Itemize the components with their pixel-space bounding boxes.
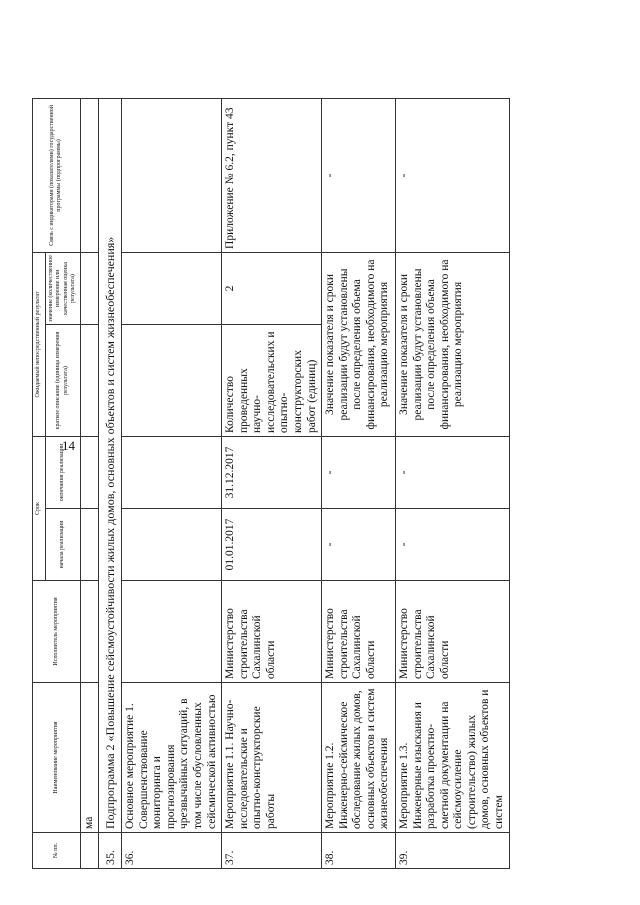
row-start: -: [396, 509, 510, 581]
program-title: Подпрограмма 2 «Повышение сейсмоустойчивости жилых домов, основных объектов и систем жизнеобеспечения»: [99, 98, 122, 832]
row-name: Мероприятие 1.2. Инженерно-сейсмическое обследование жилых домов, основных объектов и систем жизнеобеспечения: [322, 683, 396, 833]
row-exec: Министерство строительства Сахалинской области: [222, 581, 322, 683]
row-value: 2: [222, 252, 322, 324]
row-start: -: [322, 509, 396, 581]
row-name: Мероприятие 1.1. Научно-исследовательские и опытно-конструкторские работы: [222, 683, 322, 833]
row-end: 31.12.2017: [222, 436, 322, 508]
row-exec: Министерство строительства Сахалинской области: [322, 581, 396, 683]
row-num: 37.: [222, 833, 322, 869]
carry-text: ма: [80, 683, 99, 833]
program-num: 35.: [99, 833, 122, 869]
row-exec: Министерство строительства Сахалинской области: [396, 581, 510, 683]
carry-row: [80, 98, 99, 868]
rotated-table-page: [32, 99, 506, 869]
row-start: 01.01.2017: [222, 509, 322, 581]
program-row: [99, 98, 122, 868]
header-result-short: краткое описание (единица измерения результата): [45, 324, 80, 436]
page-number: 14: [62, 438, 75, 453]
table-row: [322, 98, 396, 868]
table-row: [122, 98, 222, 868]
header-result-value: значение (количественное измерение или качественная оценка результата): [45, 252, 80, 324]
row-name: Мероприятие 1.3. Инженерные изыскания и разработка проектно-сметной документации на сейсмоусиление (строительство) жилых домов, основных объектов и систем: [396, 683, 510, 833]
measures-table: [32, 98, 510, 869]
row-num: 38.: [322, 833, 396, 869]
header-row-1: [33, 98, 46, 868]
row-exec: [122, 581, 222, 683]
row-short: Значение показателя и сроки реализации будут установлены после определения объема финансирования, необходимого на реализацию мероприятия: [322, 252, 396, 436]
row-link: Приложение № 6.2, пункт 43: [222, 98, 322, 252]
row-short: Значение показателя и сроки реализации будут установлены после определения объема финансирования, необходимого на реализацию мероприятия: [396, 252, 510, 436]
row-num: 39.: [396, 833, 510, 869]
row-link: -: [396, 98, 510, 252]
table-row: [222, 98, 322, 868]
header-link: Связь с индикаторами (показателями) государственной программы (подпрограммы): [33, 98, 81, 252]
row-link: -: [322, 98, 396, 252]
header-executor: Исполнитель мероприятия: [33, 581, 81, 683]
row-name: Основное мероприятие 1. Совершенствование мониторинга и прогнозирования чрезвычайных ситуаций, в том числе обусловленных сейсмической активностью: [122, 683, 222, 833]
header-num: № пп.: [33, 833, 81, 869]
row-value: [122, 252, 222, 324]
header-result: Ожидаемый непосредственный результат: [33, 252, 46, 436]
header-name: Наименование мероприятия: [33, 683, 81, 833]
table-row: [396, 98, 510, 868]
header-term-start: начала реализации: [45, 509, 80, 581]
row-start: [122, 509, 222, 581]
row-end: -: [396, 436, 510, 508]
row-short: Количество проведенных научно-исследовательских и опытно-конструкторских работ (единиц): [222, 324, 322, 436]
row-end: -: [322, 436, 396, 508]
header-term-end: окончания реализации: [45, 436, 80, 508]
row-num: 36.: [122, 833, 222, 869]
row-link: [122, 98, 222, 252]
row-short: [122, 324, 222, 436]
row-end: [122, 436, 222, 508]
header-term: Срок: [33, 436, 46, 580]
